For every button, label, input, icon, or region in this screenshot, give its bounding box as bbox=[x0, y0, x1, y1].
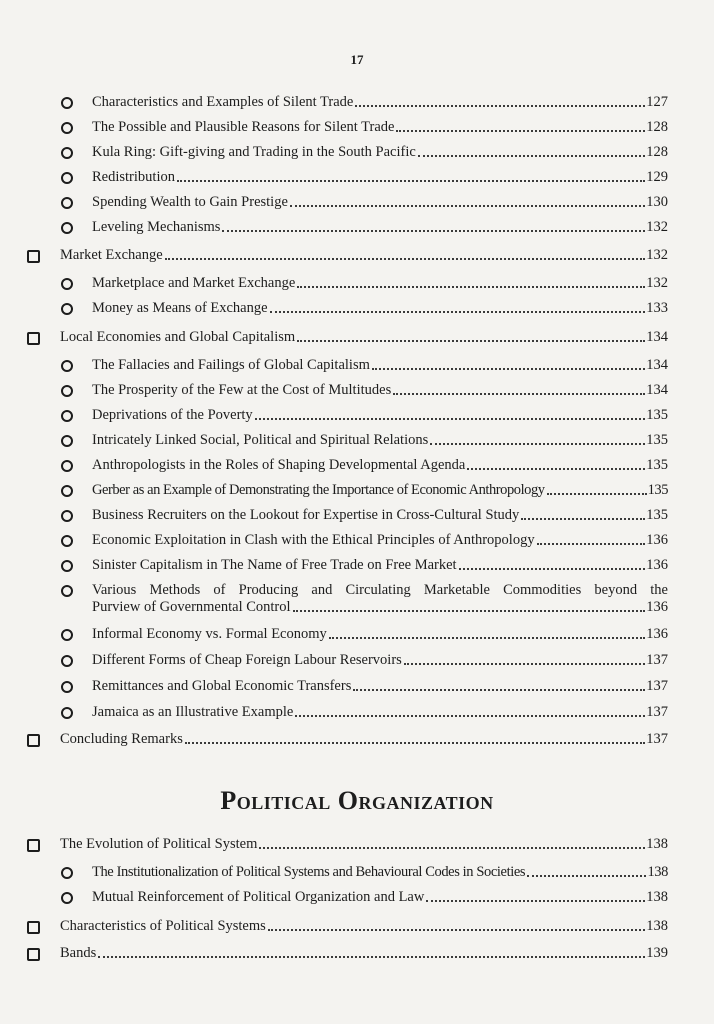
toc-entry-title: Intricately Linked Social, Political and Spiritual Relations bbox=[92, 432, 429, 448]
toc-entry-page: 132 bbox=[646, 219, 668, 235]
toc-entry-title: Money as Means of Exchange bbox=[92, 300, 268, 316]
toc-entry-page: 138 bbox=[646, 836, 668, 852]
toc-entry-page: 135 bbox=[647, 482, 668, 498]
toc-entry[interactable] bbox=[92, 432, 668, 449]
toc-entry-title: Anthropologists in the Roles of Shaping Developmental Agenda bbox=[92, 457, 466, 473]
toc-entry-title: Bands bbox=[60, 945, 97, 961]
dot-leader bbox=[329, 637, 645, 639]
toc-entry[interactable] bbox=[92, 652, 668, 669]
toc-entry-page: 135 bbox=[646, 507, 668, 523]
dot-leader bbox=[372, 368, 645, 370]
circle-bullet-icon bbox=[61, 510, 73, 522]
toc-entry-page: 133 bbox=[646, 300, 668, 316]
toc-entry-title: Concluding Remarks bbox=[60, 731, 183, 747]
toc-section-entry[interactable] bbox=[60, 247, 668, 264]
toc-entry-title: Purview of Governmental Control bbox=[92, 599, 291, 615]
dot-leader bbox=[268, 929, 645, 931]
toc-entry-title: Kula Ring: Gift-giving and Trading in the South Pacific bbox=[92, 144, 416, 160]
toc-entry[interactable] bbox=[92, 300, 668, 317]
square-bullet-icon bbox=[27, 734, 40, 747]
dot-leader bbox=[430, 443, 645, 445]
toc-section-entry[interactable] bbox=[60, 836, 668, 853]
toc-entry-page: 138 bbox=[646, 918, 668, 934]
toc-entry[interactable] bbox=[92, 532, 668, 549]
toc-entry-title: Redistribution bbox=[92, 169, 175, 185]
circle-bullet-icon bbox=[61, 278, 73, 290]
toc-entry-page: 137 bbox=[646, 678, 668, 694]
toc-entry[interactable] bbox=[92, 626, 668, 643]
dot-leader bbox=[295, 715, 645, 717]
toc-entry[interactable] bbox=[92, 889, 668, 906]
toc-entry-title: Market Exchange bbox=[60, 247, 163, 263]
toc-entry[interactable] bbox=[92, 357, 668, 374]
toc-entry-page: 127 bbox=[646, 94, 668, 110]
toc-entry[interactable] bbox=[92, 275, 668, 292]
toc-entry-page: 137 bbox=[646, 731, 668, 747]
dot-leader bbox=[396, 130, 645, 132]
circle-bullet-icon bbox=[61, 97, 73, 109]
toc-entry[interactable] bbox=[92, 144, 668, 161]
circle-bullet-icon bbox=[61, 410, 73, 422]
toc-entry-page: 135 bbox=[646, 407, 668, 423]
circle-bullet-icon bbox=[61, 197, 73, 209]
dot-leader bbox=[547, 493, 647, 495]
square-bullet-icon bbox=[27, 250, 40, 263]
circle-bullet-icon bbox=[61, 122, 73, 134]
toc-entry-page: 139 bbox=[646, 945, 668, 961]
circle-bullet-icon bbox=[61, 222, 73, 234]
dot-leader bbox=[293, 610, 646, 612]
dot-leader bbox=[290, 205, 645, 207]
toc-entry-title: Characteristics and Examples of Silent Trade bbox=[92, 94, 354, 110]
dot-leader bbox=[467, 468, 645, 470]
toc-section-entry[interactable] bbox=[60, 329, 668, 346]
dot-leader bbox=[355, 105, 645, 107]
toc-entry-page: 136 bbox=[646, 557, 668, 573]
circle-bullet-icon bbox=[61, 892, 73, 904]
toc-entry-page: 132 bbox=[646, 247, 668, 263]
toc-entry[interactable] bbox=[92, 169, 668, 186]
toc-entry-page: 137 bbox=[646, 704, 668, 720]
toc-entry-page: 128 bbox=[646, 144, 668, 160]
circle-bullet-icon bbox=[61, 147, 73, 159]
toc-entry-page: 135 bbox=[646, 432, 668, 448]
toc-section-entry[interactable] bbox=[60, 918, 668, 935]
circle-bullet-icon bbox=[61, 385, 73, 397]
toc-entry-title: Business Recruiters on the Lookout for Expertise in Cross-Cultural Study bbox=[92, 507, 520, 523]
toc-entry-title: Leveling Mechanisms bbox=[92, 219, 221, 235]
dot-leader bbox=[270, 311, 646, 313]
toc-entry-title: Characteristics of Political Systems bbox=[60, 918, 266, 934]
toc-entry[interactable] bbox=[92, 219, 668, 236]
toc-entry-title: Spending Wealth to Gain Prestige bbox=[92, 194, 288, 210]
circle-bullet-icon bbox=[61, 535, 73, 547]
toc-entry[interactable] bbox=[92, 678, 668, 695]
toc-entry-title: Remittances and Global Economic Transfers bbox=[92, 678, 352, 694]
toc-entry-page: 138 bbox=[646, 889, 668, 905]
circle-bullet-icon bbox=[61, 560, 73, 572]
circle-bullet-icon bbox=[61, 460, 73, 472]
toc-entry-page: 138 bbox=[647, 864, 668, 880]
dot-leader bbox=[527, 875, 646, 877]
square-bullet-icon bbox=[27, 839, 40, 852]
dot-leader bbox=[521, 518, 645, 520]
toc-entry-title: The Institutionalization of Political Systems and Behavioural Codes in Societies bbox=[92, 864, 526, 880]
toc-entry-page: 132 bbox=[646, 275, 668, 291]
toc-entry-title: Mutual Reinforcement of Political Organization and Law bbox=[92, 889, 425, 905]
dot-leader bbox=[98, 956, 645, 958]
circle-bullet-icon bbox=[61, 585, 73, 597]
toc-section-entry[interactable] bbox=[60, 731, 668, 748]
toc-entry[interactable] bbox=[92, 704, 668, 721]
circle-bullet-icon bbox=[61, 485, 73, 497]
dot-leader bbox=[418, 155, 645, 157]
toc-entry-page: 136 bbox=[646, 626, 668, 642]
toc-entry-title: The Evolution of Political System bbox=[60, 836, 258, 852]
dot-leader bbox=[537, 543, 646, 545]
circle-bullet-icon bbox=[61, 435, 73, 447]
toc-entry[interactable] bbox=[92, 864, 668, 881]
toc-entry-title: Deprivations of the Poverty bbox=[92, 407, 253, 423]
toc-entry-page: 134 bbox=[646, 357, 668, 373]
wrapped-title-line-2 bbox=[92, 599, 668, 616]
toc-entry[interactable] bbox=[92, 557, 668, 574]
dot-leader bbox=[426, 900, 645, 902]
dot-leader bbox=[459, 568, 646, 570]
toc-entry-page: 137 bbox=[646, 652, 668, 668]
toc-section-entry[interactable] bbox=[60, 945, 668, 962]
square-bullet-icon bbox=[27, 948, 40, 961]
dot-leader bbox=[185, 742, 645, 744]
toc-entry-page: 128 bbox=[646, 119, 668, 135]
toc-entry-title: The Possible and Plausible Reasons for Silent Trade bbox=[92, 119, 395, 135]
toc-entry-title: Informal Economy vs. Formal Economy bbox=[92, 626, 327, 642]
dot-leader bbox=[222, 230, 645, 232]
circle-bullet-icon bbox=[61, 172, 73, 184]
dot-leader bbox=[393, 393, 645, 395]
page-number: 17 bbox=[350, 52, 364, 67]
toc-entry-title: Local Economies and Global Capitalism bbox=[60, 329, 296, 345]
circle-bullet-icon bbox=[61, 707, 73, 719]
circle-bullet-icon bbox=[61, 655, 73, 667]
toc-entry-title: Jamaica as an Illustrative Example bbox=[92, 704, 294, 720]
toc-entry-title: Economic Exploitation in Clash with the Ethical Principles of Anthropology bbox=[92, 532, 535, 548]
toc-entry-title: The Prosperity of the Few at the Cost of Multitudes bbox=[92, 382, 392, 398]
toc-entry[interactable] bbox=[92, 482, 668, 499]
toc-entry-page: 136 bbox=[646, 599, 668, 615]
toc-entry-title: Different Forms of Cheap Foreign Labour Reservoirs bbox=[92, 652, 402, 668]
section-heading: Political Organization bbox=[220, 786, 494, 815]
dot-leader bbox=[165, 258, 646, 260]
toc-entry[interactable] bbox=[92, 382, 668, 399]
circle-bullet-icon bbox=[61, 629, 73, 641]
dot-leader bbox=[353, 689, 645, 691]
toc-entry-title: Marketplace and Market Exchange bbox=[92, 275, 296, 291]
toc-entry-page: 134 bbox=[646, 382, 668, 398]
dot-leader bbox=[259, 847, 645, 849]
dot-leader bbox=[297, 286, 645, 288]
dot-leader bbox=[297, 340, 645, 342]
toc-entry-title: Gerber as an Example of Demonstrating the Importance of Economic Anthropology bbox=[92, 482, 545, 498]
circle-bullet-icon bbox=[61, 303, 73, 315]
circle-bullet-icon bbox=[61, 360, 73, 372]
toc-entry-page: 136 bbox=[646, 532, 668, 548]
toc-entry[interactable] bbox=[92, 457, 668, 474]
toc-entry[interactable] bbox=[92, 94, 668, 111]
wrapped-title-line-1: Various Methods of Producing and Circulating Marketable Commodities beyond the bbox=[92, 582, 668, 598]
circle-bullet-icon bbox=[61, 867, 73, 879]
dot-leader bbox=[255, 418, 646, 420]
toc-entry[interactable] bbox=[92, 119, 668, 136]
dot-leader bbox=[177, 180, 645, 182]
toc-entry-page: 130 bbox=[646, 194, 668, 210]
square-bullet-icon bbox=[27, 332, 40, 345]
toc-entry-page: 135 bbox=[646, 457, 668, 473]
toc-entry[interactable] bbox=[92, 194, 668, 211]
toc-entry-page: 134 bbox=[646, 329, 668, 345]
dot-leader bbox=[404, 663, 645, 665]
circle-bullet-icon bbox=[61, 681, 73, 693]
toc-entry[interactable] bbox=[92, 507, 668, 524]
toc-entry[interactable] bbox=[92, 407, 668, 424]
toc-entry-title: Sinister Capitalism in The Name of Free Trade on Free Market bbox=[92, 557, 457, 573]
toc-entry-title: The Fallacies and Failings of Global Capitalism bbox=[92, 357, 370, 373]
toc-entry-page: 129 bbox=[646, 169, 668, 185]
square-bullet-icon bbox=[27, 921, 40, 934]
toc-entry-wrapped[interactable] bbox=[92, 582, 668, 616]
